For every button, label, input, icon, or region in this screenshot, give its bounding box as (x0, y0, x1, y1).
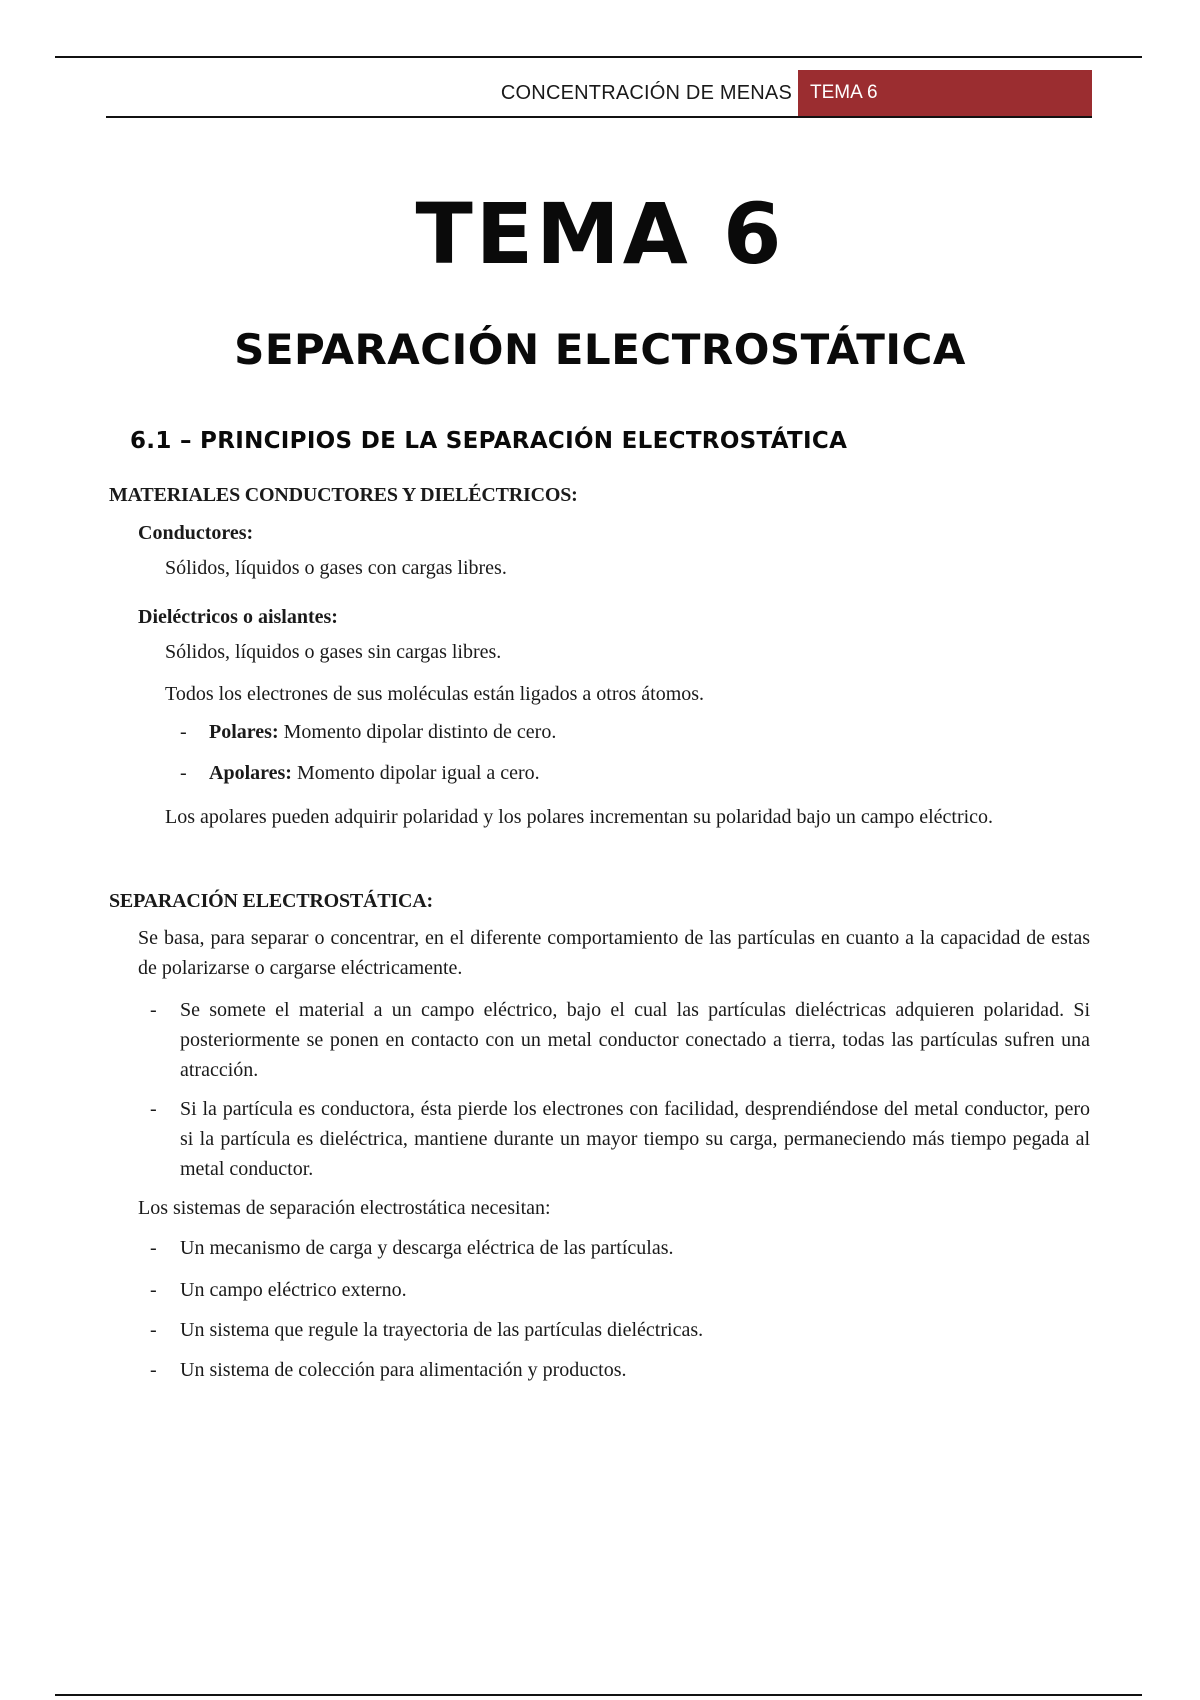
sistemas-intro: Los sistemas de separación electrostática necesitan: (138, 1197, 551, 1219)
header-title: CONCENTRACIÓN DE MENAS (500, 82, 792, 104)
conductores-text: Sólidos, líquidos o gases con cargas libres. (165, 557, 507, 579)
bullet-dash: - (150, 1279, 157, 1301)
polares-item (209, 717, 556, 747)
bottom-rule (55, 1694, 1142, 1696)
polares-label: Polares: (209, 721, 279, 743)
section-heading: 6.1 – PRINCIPIOS DE LA SEPARACIÓN ELECTROSTÁTICA (130, 428, 848, 454)
apolares-item (209, 758, 540, 788)
separacion-bullet: Se somete el material a un campo eléctrico, bajo el cual las partículas dieléctricas adquieren polaridad. Si posteriormente se ponen en contacto con un metal conductor conectado a tierra, todas las partículas sufren una atracción. (180, 999, 1090, 1081)
sistemas-item: Un sistema de colección para alimentación y productos. (180, 1359, 627, 1381)
bullet-dash: - (180, 721, 187, 743)
bullet-dash: - (180, 762, 187, 784)
conductores-label: Conductores: (138, 522, 254, 544)
bullet-dash: - (150, 1319, 157, 1341)
separacion-heading: SEPARACIÓN ELECTROSTÁTICA: (109, 890, 433, 912)
bullet-dash: - (150, 1359, 157, 1381)
separacion-intro: Se basa, para separar o concentrar, en el diferente comportamiento de las partículas en cuanto a la capacidad de estas de polarizarse o cargarse eléctricamente. (138, 927, 1090, 979)
page-subtitle: SEPARACIÓN ELECTROSTÁTICA (234, 325, 966, 374)
sistemas-item: Un campo eléctrico externo. (180, 1279, 407, 1301)
materiales-heading: MATERIALES CONDUCTORES Y DIELÉCTRICOS: (109, 484, 578, 506)
dielectricos-label: Dieléctricos o aislantes: (138, 606, 338, 628)
dielectricos-text-1: Sólidos, líquidos o gases sin cargas libres. (165, 641, 502, 663)
bullet-dash: - (150, 1098, 157, 1120)
page-header (106, 70, 1092, 118)
separacion-bullet: Si la partícula es conductora, ésta pierde los electrones con facilidad, desprendiéndose del metal conductor, pero si la partícula es dieléctrica, mantiene durante un mayor tiempo su carga, permaneciendo más tiempo pegada al metal conductor. (180, 1098, 1090, 1180)
apolares-label: Apolares: (209, 762, 292, 784)
bullet-dash: - (150, 999, 157, 1021)
sistemas-item: Un mecanismo de carga y descarga eléctrica de las partículas. (180, 1237, 674, 1259)
materiales-note: Los apolares pueden adquirir polaridad y los polares incrementan su polaridad bajo un campo eléctrico. (165, 806, 994, 828)
dielectricos-text-2: Todos los electrones de sus moléculas están ligados a otros átomos. (165, 683, 705, 705)
bullet-dash: - (150, 1237, 157, 1259)
apolares-text: Momento dipolar igual a cero. (296, 762, 540, 784)
header-tab-badge: TEMA 6 (798, 70, 1092, 116)
top-rule (55, 56, 1142, 58)
sistemas-item: Un sistema que regule la trayectoria de las partículas dieléctricas. (180, 1319, 704, 1341)
page-title: TEMA 6 (415, 185, 785, 283)
polares-text: Momento dipolar distinto de cero. (283, 721, 557, 743)
